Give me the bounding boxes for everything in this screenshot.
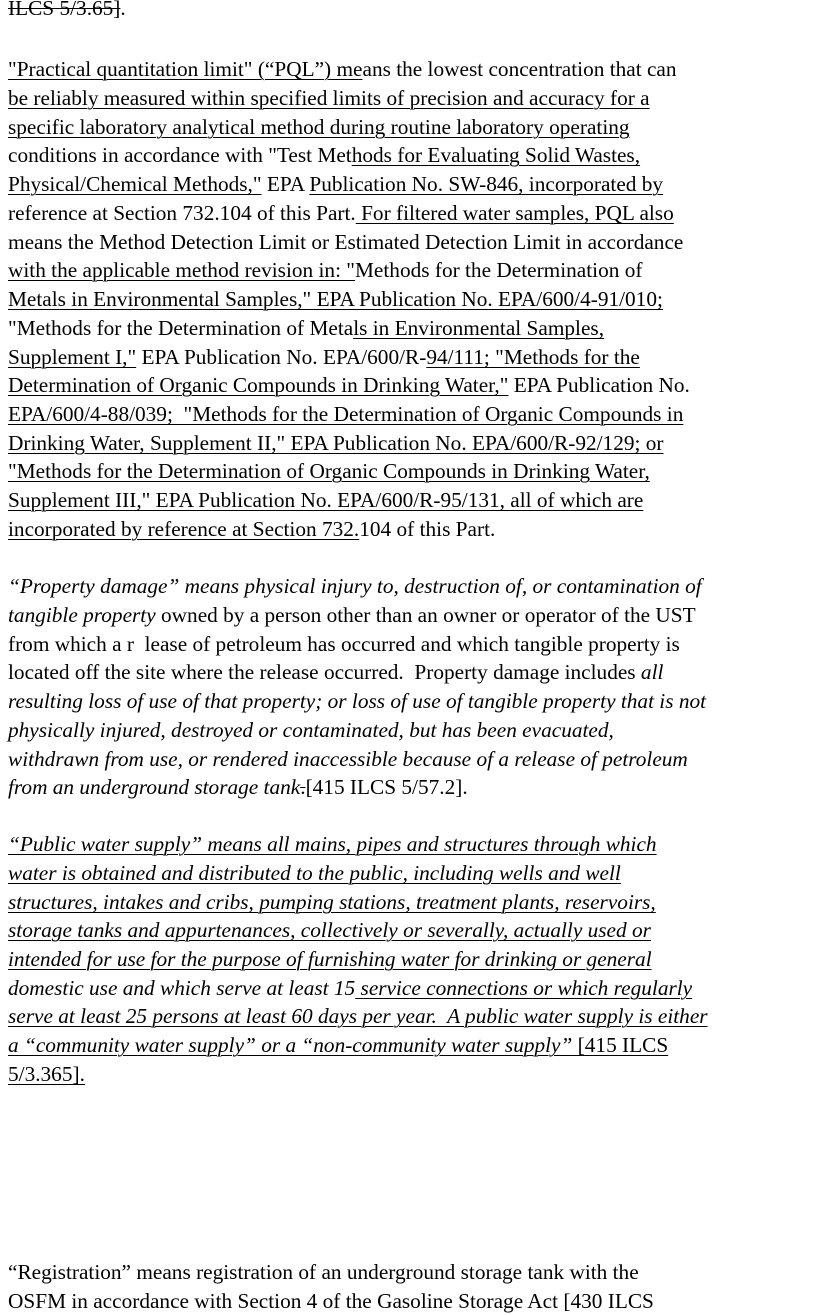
text-run: [415 ILCS 5/57.2].: [305, 775, 468, 799]
inserted-text-run: serve at least 25 persons at least 60 days per year. A public water supply is either: [8, 1004, 708, 1028]
inserted-text-run: ls in Environmental Samples,: [353, 316, 605, 340]
text-run: resulting loss of use of that property; or loss of use of tangible property that is not: [8, 689, 707, 713]
definition-property-damage-line: [8, 745, 688, 773]
text-run: located off the site where the release occurred. Property damage includes: [8, 660, 641, 684]
definition-public-water-supply-line: [8, 859, 621, 887]
inserted-text-run: Drinking Water, Supplement II," EPA Publication No. EPA/600/R-92/129; or: [8, 431, 664, 455]
definition-property-damage-line: [8, 630, 680, 658]
inserted-text-run: service connections or which regularly: [355, 976, 693, 1000]
definition-public-water-supply-line: [8, 945, 652, 973]
text-run: “Registration” means registration of an underground storage tank with the: [8, 1260, 639, 1284]
inserted-text-run: Supplement I,": [8, 345, 137, 369]
text-run: Methods for the Determination of: [355, 258, 643, 282]
inserted-text-run: storage tanks and appurtenances, collectively or severally, actually used or: [8, 918, 651, 942]
text-run: ans the lowest concentration that can: [362, 57, 677, 81]
definition-pql-line: [8, 113, 630, 141]
inserted-text-run: "Methods for the Determination of Organic Compounds in Drinking Water,: [8, 459, 650, 483]
text-run: all: [640, 660, 664, 684]
definition-property-damage-line: [8, 773, 468, 801]
definition-pql-line: [8, 84, 650, 112]
definition-public-water-supply-line: [8, 1002, 708, 1030]
text-run: "Methods for the Determination of Meta: [8, 316, 354, 340]
inserted-text-run: “Public water supply” means all mains, pipes and structures through which: [8, 832, 657, 856]
definition-public-water-supply-line: [8, 916, 651, 944]
text-run: conditions in accordance with "Test Met: [8, 143, 352, 167]
inserted-text-run: "Practical quantitation limit" (“PQL”) me: [8, 57, 363, 81]
definition-pql-line: [8, 141, 640, 169]
inserted-text-run: specific laboratory analytical method during routine laboratory operating: [8, 115, 630, 139]
definition-pql-line: [8, 486, 643, 514]
inserted-text-run: structures, intakes and cribs, pumping stations, treatment plants, reservoirs,: [8, 890, 656, 914]
text-run: EPA Publication No.: [508, 373, 690, 397]
definition-pql-line: [8, 400, 683, 428]
inserted-text-run: intended for use for the purpose of furnishing water for drinking or general: [8, 947, 652, 971]
inserted-text-run: EPA/600/4-88/039; "Methods for the Determination of Organic Compounds in: [8, 402, 684, 426]
text-run: 104 of this Part.: [359, 517, 496, 541]
text-run: owned by a person other than an owner or operator of the UST: [155, 603, 696, 627]
deleted-text-run: .: [300, 775, 306, 799]
text-run: reference at Section 732.104 of this Part.: [8, 201, 356, 225]
inserted-text-run: water is obtained and distributed to the public, including wells and well: [8, 861, 621, 885]
text-run: tangible property: [8, 603, 156, 627]
definition-pql-line: [8, 55, 677, 83]
text-run: OSFM in accordance with Section 4 of the Gasoline Storage Act [430 ILCS: [8, 1289, 654, 1313]
definition-property-damage-line: [8, 572, 702, 600]
text-run: domestic use and which serve at least 15: [8, 976, 356, 1000]
definition-public-water-supply-line: [8, 888, 656, 916]
previous-definition-tail-line: [8, 0, 126, 22]
text-run: EPA: [261, 172, 310, 196]
deleted-text-run: ILCS 5/3.65]: [8, 0, 121, 20]
definition-public-water-supply-line: [8, 1060, 85, 1088]
text-run: withdrawn from use, or rendered inaccessible because of a release of petroleum: [8, 747, 688, 771]
inserted-text-run: 94/111; "Methods for the: [426, 345, 640, 369]
definition-pql-line: [8, 256, 642, 284]
definition-pql-line: [8, 199, 674, 227]
text-run: “Property damage” means physical injury to, destruction of, or contamination of: [8, 574, 702, 598]
definition-property-damage-line: [8, 601, 696, 629]
inserted-text-run: be reliably measured within specified limits of precision and accuracy for a: [8, 86, 650, 110]
definition-registration-line: [8, 1287, 654, 1315]
inserted-text-run: Determination of Organic Compounds in Drinking Water,": [8, 373, 509, 397]
definition-pql-line: [8, 515, 495, 543]
definition-public-water-supply-line: [8, 830, 657, 858]
definition-pql-line: [8, 429, 663, 457]
inserted-text-run: 5/3.365].: [8, 1062, 85, 1086]
text-run: from an underground storage tank: [8, 775, 301, 799]
inserted-text-run: [415 ILCS: [572, 1033, 669, 1057]
inserted-text-run: Supplement III," EPA Publication No. EPA/600/R-95/131, all of which are: [8, 488, 644, 512]
definition-pql-line: [8, 228, 683, 256]
definition-registration-line: [8, 1258, 639, 1286]
definition-pql-line: [8, 285, 663, 313]
definition-pql-line: [8, 170, 663, 198]
inserted-text-run: Physical/Chemical Methods,": [8, 172, 262, 196]
definition-public-water-supply-line: [8, 1031, 668, 1059]
definition-pql-line: [8, 371, 690, 399]
text-run: means the Method Detection Limit or Estimated Detection Limit in accordance: [8, 230, 684, 254]
inserted-text-run: a “community water supply” or a “non-community water supply”: [8, 1033, 573, 1057]
inserted-text-run: hods for Evaluating Solid Wastes,: [351, 143, 641, 167]
definition-property-damage-line: [8, 658, 663, 686]
definition-pql-line: [8, 314, 604, 342]
inserted-text-run: Metals in Environmental Samples," EPA Publication No. EPA/600/4-91/010;: [8, 287, 663, 311]
text-run: .: [120, 0, 126, 20]
definition-public-water-supply-line: [8, 974, 692, 1002]
inserted-text-run: incorporated by reference at Section 732.: [8, 517, 360, 541]
text-run: physically injured, destroyed or contaminated, but has been evacuated,: [8, 718, 614, 742]
definition-property-damage-line: [8, 687, 706, 715]
definition-pql-line: [8, 343, 640, 371]
definition-property-damage-line: [8, 716, 614, 744]
inserted-text-run: with the applicable method revision in: ": [8, 258, 355, 282]
definition-pql-line: [8, 457, 650, 485]
text-run: EPA Publication No. EPA/600/R-: [136, 345, 427, 369]
inserted-text-run: Publication No. SW-846, incorporated by: [309, 172, 664, 196]
inserted-text-run: For filtered water samples, PQL also: [355, 201, 674, 225]
text-run: from which a r lease of petroleum has occurred and which tangible property is: [8, 632, 680, 656]
